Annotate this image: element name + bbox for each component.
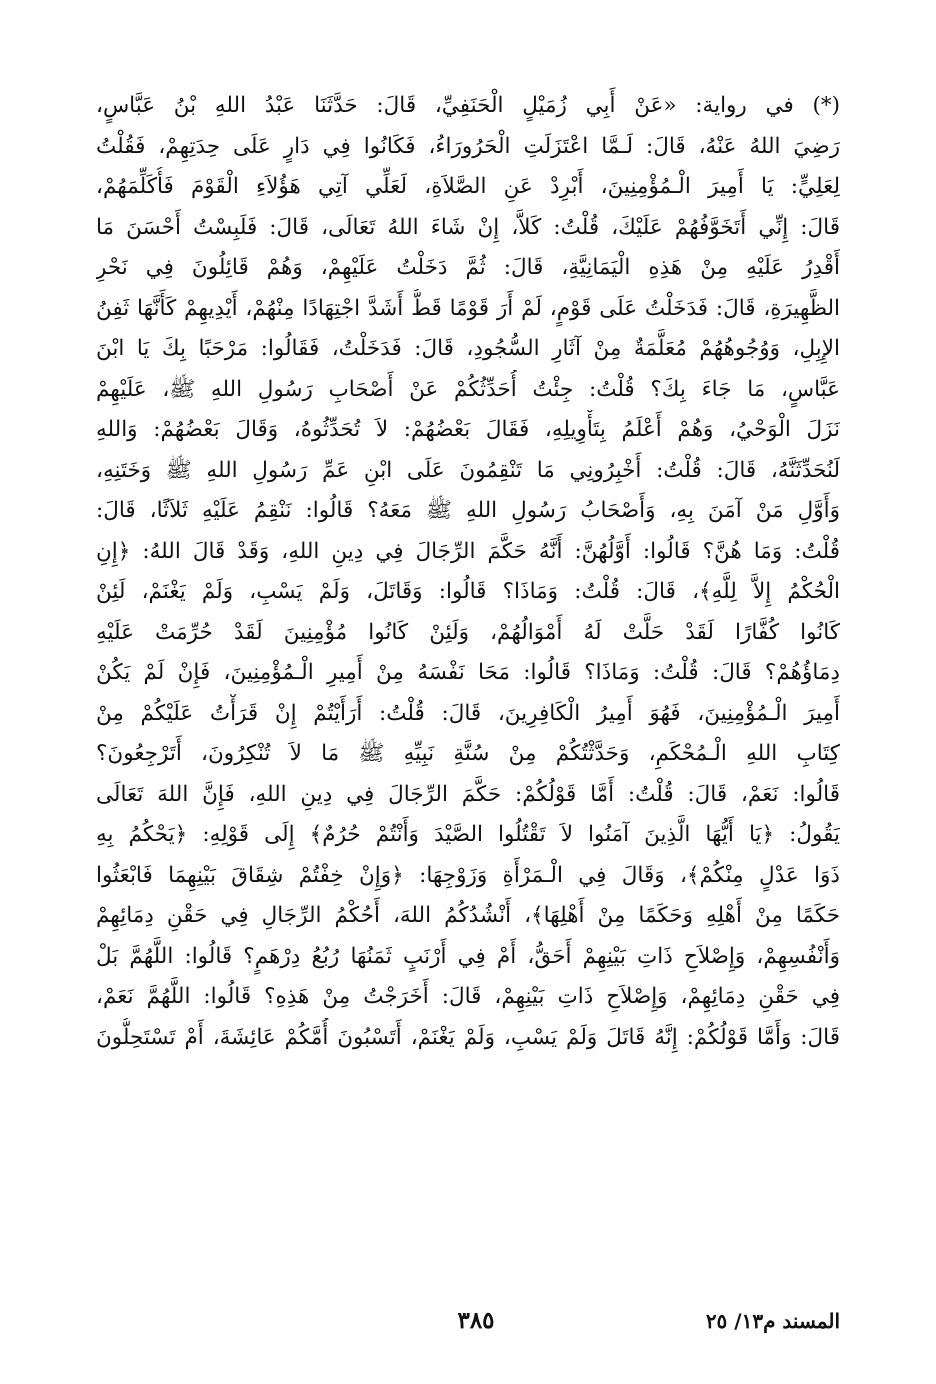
footnote-text [96,86,840,1058]
text-line: نَزَلَ الْوَحْيُ، وَهُمْ أَعْلَمُ بِتَأْوِيلِهِ، فَقَالَ بَعْضُهُمْ: لاَ تُحَدِّثُوهُ، وَقَالَ بَعْضُهُمْ: وَاللهِ [96,417,840,442]
text-line: لَنُحَدِّثَنَّهُ، قَالَ: قُلْتُ: أَخْبِرُونِي مَا تَنْقِمُونَ عَلَى ابْنِ عَمِّ رَسُولِ اللهِ ﷺ وَخَتَنِهِ، [96,457,840,483]
text-line: وَأَوَّلِ مَنْ آمَنَ بِهِ، وَأَصْحَابُ رَسُولِ اللهِ ﷺ مَعَهُ؟ قَالُوا: نَنْقِمُ عَلَيْهِ ثَلاَثًا، قَالَ: [96,498,840,523]
text-line: قُلْتُ: وَمَا هُنَّ؟ قَالُوا: أَوَّلُهُنَّ: أَنَّهُ حَكَّمَ الرِّجَالَ فِي دِينِ اللهِ، وَقَدْ قَالَ اللهُ: ﴿إِنِ [96,538,840,564]
text-line: وَأَنْفُسِهِمْ، وَإِصْلاَحِ ذَاتِ بَيْنِهِمْ أَحَقُّ، أَمْ فِي أَرْنَبٍ ثَمَنُهَا رُبُعُ دِرْهَمٍ؟ قَالُوا: اللَّهُمَّ بَلْ [96,943,840,969]
text-line: حَكَمًا مِنْ أَهْلِهِ وَحَكَمًا مِنْ أَهْلِهَا﴾، أَنْشُدُكُمُ اللهَ، أَحُكْمُ الرِّجَالِ فِي حَقْنِ دِمَائِهِمْ [96,903,840,928]
text-line: قَالَ: إِنِّي أَتَخَوَّفُهُمْ عَلَيْكَ، قُلْتُ: كَلاَّ، إِنْ شَاءَ اللهُ تَعَالَى، قَالَ: فَلَبِسْتُ أَحْسَنَ مَا [96,214,840,240]
text-line: رَضِيَ اللهُ عَنْهُ، قَالَ: لَـمَّا اعْتَزَلَتِ الْحَرُورَاءُ، فَكَانُوا فِي دَارٍ عَلَى حِدَتِهِمْ، فَقُلْتُ [96,133,840,159]
page-number: ٣٨٥ [457,1307,495,1334]
text-line: أَقْدِرُ عَلَيْهِ مِنْ هَذِهِ الْيَمَانِيَّةِ، قَالَ: ثُمَّ دَخَلْتُ عَلَيْهِمْ، وَهُمْ قَائِلُونَ فِي نَحْرِ [96,255,840,280]
text-line: دِمَاؤُهُمْ؟ قَالَ: قُلْتُ: وَمَاذَا؟ قَالُوا: مَحَا نَفْسَهُ مِنْ أَمِيرِ الْـمُؤْمِنِينَ، فَإِنْ لَمْ يَكُنْ [96,660,840,685]
printer-signature: المسند م١٣/ ٢٥ [705,1309,840,1333]
text-line: ذَوَا عَدْلٍ مِنْكُمْ﴾، وَقَالَ فِي الْـمَرْأَةِ وَزَوْجِهَا: ﴿وَإِنْ خِفْتُمْ شِقَاقَ بَيْنِهِمَا فَابْعَثُوا [96,862,840,888]
text-line: (*) في رواية: «عَنْ أَبِي زُمَيْلٍ الْحَنَفِيِّ، قَالَ: حَدَّثَنَا عَبْدُ اللهِ بْنُ عَبَّاسٍ، [96,93,840,118]
text-line: يَقُولُ: ﴿يَا أَيُّهَا الَّذِينَ آمَنُوا لاَ تَقْتُلُوا الصَّيْدَ وَأَنْتُمْ حُرُمٌ﴾ إِلَى قَوْلِهِ: ﴿يَحْكُمُ بِهِ [96,822,840,847]
text-line: عَبَّاسٍ، مَا جَاءَ بِكَ؟ قُلْتُ: جِئْتُ أُحَدِّثُكُمْ عَنْ أَصْحَابِ رَسُولِ اللهِ ﷺ، عَلَيْهِمْ [96,376,840,402]
text-line: كَانُوا كُفَّارًا لَقَدْ حَلَّتْ لَهُ أَمْوَالُهُمْ، وَلَئِنْ كَانُوا مُؤْمِنِينَ لَقَدْ حُرِّمَتْ عَلَيْهِ [96,619,840,645]
text-line: فِي حَقْنِ دِمَائِهِمْ، وَإِصْلاَحِ ذَاتِ بَيْنِهِمْ، قَالَ: أَخَرَجْتُ مِنْ هَذِهِ؟ قَالُوا: اللَّهُمَّ نَعَمْ، [96,984,840,1009]
text-line: كِتَابِ اللهِ الْـمُحْكَمِ، وَحَدَّثْتُكُمْ مِنْ سُنَّةِ نَبِيِّهِ ﷺ مَا لاَ تُنْكِرُونَ، أَتَرْجِعُونَ؟ [96,741,840,766]
text-line: أَمِيرَ الْـمُؤْمِنِينَ، فَهُوَ أَمِيرُ الْكَافِرِينَ، قَالَ: قُلْتُ: أَرَأَيْتُمْ إِنْ قَرَأْتُ عَلَيْكُمْ مِنْ [96,700,840,726]
text-line: لِعَلِيٍّ: يَا أَمِيرَ الْـمُؤْمِنِينَ، أَبْرِدْ عَنِ الصَّلاَةِ، لَعَلِّي آتِي هَؤُلاَءِ الْقَوْمَ فَأُكَلِّمَهُمْ، [96,174,840,199]
text-line: قَالُوا: نَعَمْ، قَالَ: قُلْتُ: أَمَّا قَوْلُكُمْ: حَكَّمَ الرِّجَالَ فِي دِينِ اللهِ، فَإِنَّ اللهَ تَعَالَى [96,781,840,807]
text-line: الظَّهِيرَةِ، قَالَ: فَدَخَلْتُ عَلَى قَوْمٍ، لَمْ أَرَ قَوْمًا قَطُّ أَشَدَّ اجْتِهَادًا مِنْهُمْ، أَيْدِيهِمْ كَأَنَّهَا ثَفِنُ [96,295,840,321]
page-footer [96,1301,840,1341]
text-line: قَالَ: وَأَمَّا قَوْلُكُمْ: إِنَّهُ قَاتَلَ وَلَمْ يَسْبِ، وَلَمْ يَغْنَمْ، أَتَسْبُونَ أُمَّكُمْ عَائِشَةَ، أَمْ تَسْتَحِلُّونَ [96,1024,840,1050]
text-line: الإِبِلِ، وَوُجُوهُهُمْ مُعَلَّمَةٌ مِنْ آثَارِ السُّجُودِ، قَالَ: فَدَخَلْتُ، فَقَالُوا: مَرْحَبًا بِكَ يَا ابْنَ [96,336,840,361]
document-page [96,86,840,1366]
text-line: الْحُكْمُ إِلاَّ لِلَّهِ﴾، قَالَ: قُلْتُ: وَمَاذَا؟ قَالُوا: وَقَاتَلَ، وَلَمْ يَسْبِ، وَلَمْ يَغْنَمْ، لَئِنْ [96,579,840,604]
